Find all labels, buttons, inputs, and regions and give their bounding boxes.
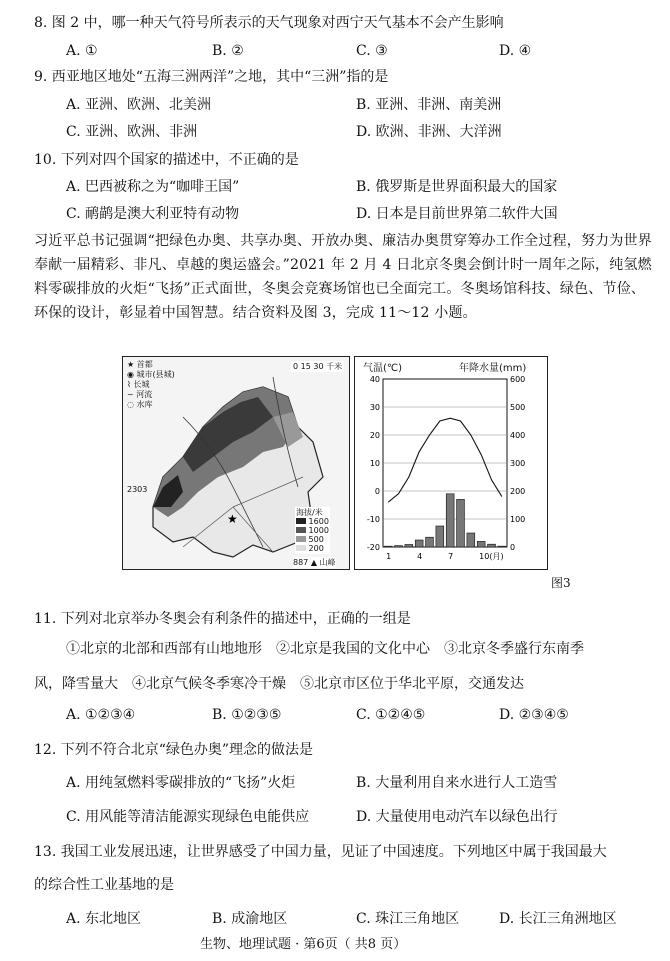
precipitation-bar	[446, 494, 454, 547]
q11-option-a: A. ①②③④	[66, 707, 136, 723]
figure-3-label: 图3	[551, 576, 571, 590]
svg-text:★: ★	[227, 512, 238, 526]
month-tick-label: 4	[417, 552, 423, 561]
precipitation-tick-label: 200	[510, 487, 526, 496]
q9-option-a: A. 亚洲、欧洲、北美洲	[66, 97, 212, 113]
precipitation-bar	[477, 541, 485, 547]
precipitation-tick-label: 300	[510, 459, 526, 468]
q10-option-a: A. 巴西被称之为“咖啡王国”	[66, 179, 240, 195]
temperature-tick-label: -20	[366, 543, 380, 552]
beijing-terrain-map	[122, 356, 350, 570]
reading-passage: 习近平总书记强调“把绿色办奥、共享办奥、开放办奥、廉洁办奥贯穿筹办工作全过程，努力为世界奉献一届精彩、非凡、卓越的奥运盛会。”2021 年 2 月 4 日北京冬奥会倒计时一周年之际，纯氢燃料零碳排放的火炬“飞扬”正式面世，冬奥会竞赛场馆也已全面完工。冬奥场馆科技、绿色、节俭、环保的设计，彰显着中国智慧。结合资料及图 3，完成 11～12 小题。	[34, 233, 652, 321]
question-12-stem: 12. 下列不符合北京“绿色办奥”理念的做法是	[34, 742, 314, 758]
page-footer: 生物、地理试题 · 第6页（ 共8 页）	[200, 937, 407, 952]
temperature-tick-label: 10	[369, 459, 380, 468]
precipitation-bar	[395, 546, 403, 547]
elevation-legend: 海拔/米 1600 1000 500 200	[296, 508, 329, 553]
legend-river: ~ 河流	[127, 390, 153, 399]
q11-statement-line-2: 风，降雪量大 ④北京气候冬季寒冷干燥 ⑤北京市区位于华北平原，交通发达	[34, 676, 524, 692]
q12-option-d: D. 大量使用电动汽车以绿色出行	[356, 809, 558, 825]
q8-option-c: C. ③	[356, 43, 388, 59]
map-scale: 0 15 30 千米	[293, 362, 343, 371]
q11-option-d: D. ②③④⑤	[499, 707, 569, 723]
precipitation-bar	[384, 546, 392, 547]
temperature-tick-label: 0	[374, 487, 380, 496]
precipitation-bar	[467, 533, 475, 547]
question-11-stem: 11. 下列对北京举办冬奥会有利条件的描述中，正确的一组是	[34, 611, 411, 627]
q13-option-c: C. 珠江三角地区	[356, 911, 460, 927]
q11-statement-line-1: ①北京的北部和西部有山地地形 ②北京是我国的文化中心 ③北京冬季盛行东南季	[66, 641, 584, 657]
q12-option-b: B. 大量利用自来水进行人工造雪	[356, 775, 558, 791]
q10-option-b: B. 俄罗斯是世界面积最大的国家	[356, 179, 558, 195]
q13-option-b: B. 成渝地区	[212, 911, 288, 927]
temperature-tick-label: 30	[369, 403, 380, 412]
peak-elevation: 2303	[127, 485, 148, 494]
legend-capital: ★ 首都	[127, 360, 153, 369]
climate-chart-svg	[355, 357, 547, 569]
q11-option-c: C. ①②④⑤	[356, 707, 426, 723]
precipitation-bar	[415, 540, 423, 547]
q10-option-d: D. 日本是目前世界第二软件大国	[356, 206, 558, 222]
question-13-stem-line-1: 13. 我国工业发展迅速，让世界感受了中国力量，见证了中国速度。下列地区中属于我国最大	[34, 844, 607, 860]
legend-city: ◉ 城市(县城)	[127, 370, 175, 379]
q12-option-a: A. 用纯氢燃料零碳排放的“飞扬”火炬	[66, 775, 296, 791]
precipitation-tick-label: 100	[510, 515, 526, 524]
precipitation-bar	[405, 544, 413, 547]
q10-option-c: C. 鸸鹋是澳大利亚特有动物	[66, 206, 240, 222]
question-10-stem: 10. 下列对四个国家的描述中，不正确的是	[34, 152, 299, 168]
question-13-stem-line-2: 的综合性工业基地的是	[34, 877, 174, 893]
precipitation-bar	[498, 546, 506, 547]
month-tick-label: 1	[386, 552, 392, 561]
precipitation-axis-title: 年降水量(mm)	[459, 363, 527, 374]
precipitation-tick-label: 500	[510, 403, 526, 412]
map-legend	[127, 360, 175, 410]
peak-legend: 887 ▲ 山峰	[293, 558, 336, 567]
q11-option-b: B. ①②③⑤	[212, 707, 282, 723]
q9-option-d: D. 欧洲、非洲、大洋洲	[356, 124, 502, 140]
temperature-tick-label: 20	[369, 431, 380, 440]
precipitation-tick-label: 600	[510, 375, 526, 384]
q9-option-c: C. 亚洲、欧洲、非洲	[66, 124, 198, 140]
temperature-tick-label: -10	[366, 515, 380, 524]
month-tick-label: 10(月)	[479, 552, 504, 561]
question-8-stem: 8. 图 2 中，哪一种天气符号所表示的天气现象对西宁天气基本不会产生影响	[34, 15, 504, 31]
temperature-axis-title: 气温(℃)	[363, 363, 403, 374]
q12-option-c: C. 用风能等清洁能源实现绿色电能供应	[66, 809, 310, 825]
legend-reservoir: ◌ 水库	[127, 400, 153, 409]
temperature-tick-label: 40	[369, 375, 380, 384]
month-tick-label: 7	[448, 552, 454, 561]
precipitation-bar	[457, 499, 465, 547]
legend-great-wall: ⌇ 长城	[127, 380, 150, 389]
q9-option-b: B. 亚洲、非洲、南美洲	[356, 97, 502, 113]
precipitation-tick-label: 0	[510, 543, 516, 552]
precipitation-bar	[436, 526, 444, 547]
question-9-stem: 9. 西亚地区地处“五海三洲两洋”之地，其中“三洲”指的是	[34, 69, 389, 85]
q13-option-d: D. 长江三角洲地区	[499, 911, 617, 927]
precipitation-bar	[426, 537, 434, 547]
precipitation-tick-label: 400	[510, 431, 526, 440]
beijing-climate-chart	[354, 356, 548, 570]
q8-option-a: A. ①	[66, 43, 98, 59]
q8-option-d: D. ④	[499, 43, 532, 59]
q13-option-a: A. 东北地区	[66, 911, 142, 927]
precipitation-bar	[488, 544, 496, 547]
q8-option-b: B. ②	[212, 43, 244, 59]
